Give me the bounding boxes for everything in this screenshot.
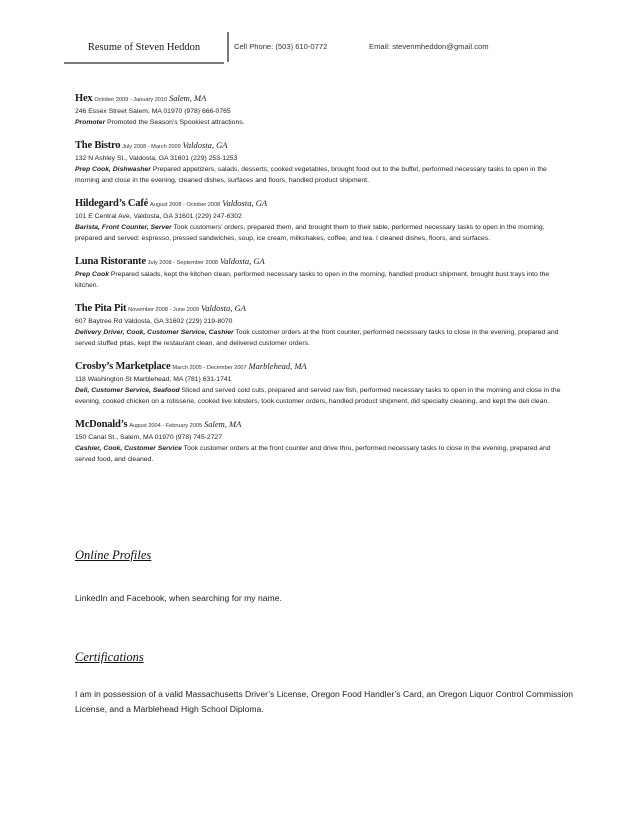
online-profiles-heading: Online Profiles <box>75 548 152 562</box>
job-entry <box>75 302 570 349</box>
company-name: Crosby’s Marketplace <box>75 361 171 372</box>
job-city: Marblehead, MA <box>248 361 307 371</box>
job-duties: Prepared salads, kept the kitchen clean, performed necessary tasks to open in the morning, handled product shipment, brought bust trays into the kitchen. <box>75 271 550 289</box>
company-name: The Pita Pit <box>75 303 127 314</box>
job-entry <box>75 255 570 291</box>
job-role: Delivery Driver, Cook, Customer Service, Cashier <box>75 329 234 336</box>
job-duties: Promoted the Season’s Spookiest attractions. <box>107 119 245 126</box>
job-entry <box>75 92 570 128</box>
certifications-text: I am in possession of a valid Massachusetts Driver’s License, Oregon Food Handler’s Card, an Oregon Liquor Control Commission License, and a Marblehead High School Diploma. <box>75 689 574 714</box>
job-duties: Took customer orders at the front counter, performed necessary tasks to close in the evening, prepared and served stuffed pitas, kept the restaurant clean, and delivered customer orders. <box>75 329 559 347</box>
employment-dates: October 2009 - January 2010 <box>94 97 168 103</box>
job-city: Valdosta, GA <box>182 140 228 150</box>
company-name: The Bistro <box>75 140 121 151</box>
job-description <box>75 385 570 407</box>
company-name: Luna Ristorante <box>75 256 146 267</box>
job-duties: Sliced and served cold cuts, prepared and served raw fish, performed necessary tasks to open in the morning and close in the evening, cooked chicken on a rotisserie, cooked live lobsters, took customer orders, handled product shipment, did specialty cleaning, and kept the deli clean. <box>75 387 561 405</box>
employment-dates: August 2004 - February 2005 <box>129 423 203 429</box>
job-city: Salem, MA <box>169 93 207 103</box>
phone-number: Cell Phone: (503) 610-0772 <box>234 42 328 51</box>
resume-header <box>64 32 584 62</box>
job-description <box>75 327 570 349</box>
job-city: Valdosta, GA <box>200 303 246 313</box>
job-description <box>75 269 570 291</box>
company-name: Hex <box>75 93 93 104</box>
company-name: Hildegard’s Café <box>75 198 149 209</box>
job-description <box>75 164 570 186</box>
company-address: 101 E Central Ave, Valdosta, GA 31601 (229) 247-6302 <box>75 213 242 220</box>
job-city: Valdosta, GA <box>222 198 268 208</box>
employment-dates: November 2008 - June 2009 <box>128 307 200 313</box>
company-address: 132 N Ashley St., Valdosta, GA 31601 (229) 253-1253 <box>75 155 238 162</box>
job-description <box>75 117 570 128</box>
job-entry <box>75 197 570 244</box>
email-address: Email: stevenmheddon@gmail.com <box>369 42 489 51</box>
job-role: Barista, Front Counter, Server <box>75 224 172 231</box>
job-entry <box>75 418 570 465</box>
job-city: Valdosta, GA <box>219 256 265 266</box>
job-entry <box>75 360 570 407</box>
job-role: Promoter <box>75 119 106 126</box>
job-role: Prep Cook, Dishwasher <box>75 166 151 173</box>
job-role: Cashier, Cook, Customer Service <box>75 445 182 452</box>
work-history <box>75 92 570 476</box>
company-name: McDonald’s <box>75 419 128 430</box>
header-divider <box>227 32 229 62</box>
company-address: 150 Canal St., Salem, MA 01970 (978) 745-2727 <box>75 434 222 441</box>
company-address: 607 Baytree Rd Valdosta, GA 31602 (229) 219-8070 <box>75 318 233 325</box>
employment-dates: July 2008 - September 2008 <box>147 260 218 266</box>
job-duties: Took customer orders at the front counter and drive thru, performed necessary tasks to close in the evening, prepared and served food, and cleaned. <box>75 445 551 463</box>
job-description <box>75 443 570 465</box>
online-profiles-text: LinkedIn and Facebook, when searching for my name. <box>75 593 282 603</box>
certifications-heading: Certifications <box>75 650 144 664</box>
employment-dates: July 2008 - March 2009 <box>122 144 181 150</box>
employment-dates: August 2008 - October 2008 <box>150 202 221 208</box>
job-duties: Prepared appetizers, salads, desserts; cooked vegetables, brought food out to the buffet, performed necessary tasks to open in the morning and close in the evening, cleaned dishes, surfaces and floors, handled product shipment. <box>75 166 547 184</box>
job-duties: Took customers’ orders, prepared them, and brought them to their table, performed necessary tasks to open in the morning, prepared and served: espresso, pressed sandwiches, soup, ice cream, milkshakes, coffee, and tea. I cleaned dishes, floors, and surfaces. <box>75 224 545 242</box>
company-address: 118 Washington St Marblehead, MA (781) 631-1741 <box>75 376 232 383</box>
job-entry <box>75 139 570 186</box>
job-role: Deli, Customer Service, Seafood <box>75 387 180 394</box>
job-role: Prep Cook <box>75 271 109 278</box>
resume-title: Resume of Steven Heddon <box>64 38 224 64</box>
job-city: Salem, MA <box>204 419 242 429</box>
company-address: 246 Essex Street Salem, MA 01970 (978) 666-0765 <box>75 108 231 115</box>
employment-dates: March 2005 - December 2007 <box>172 365 247 371</box>
job-description <box>75 222 570 244</box>
